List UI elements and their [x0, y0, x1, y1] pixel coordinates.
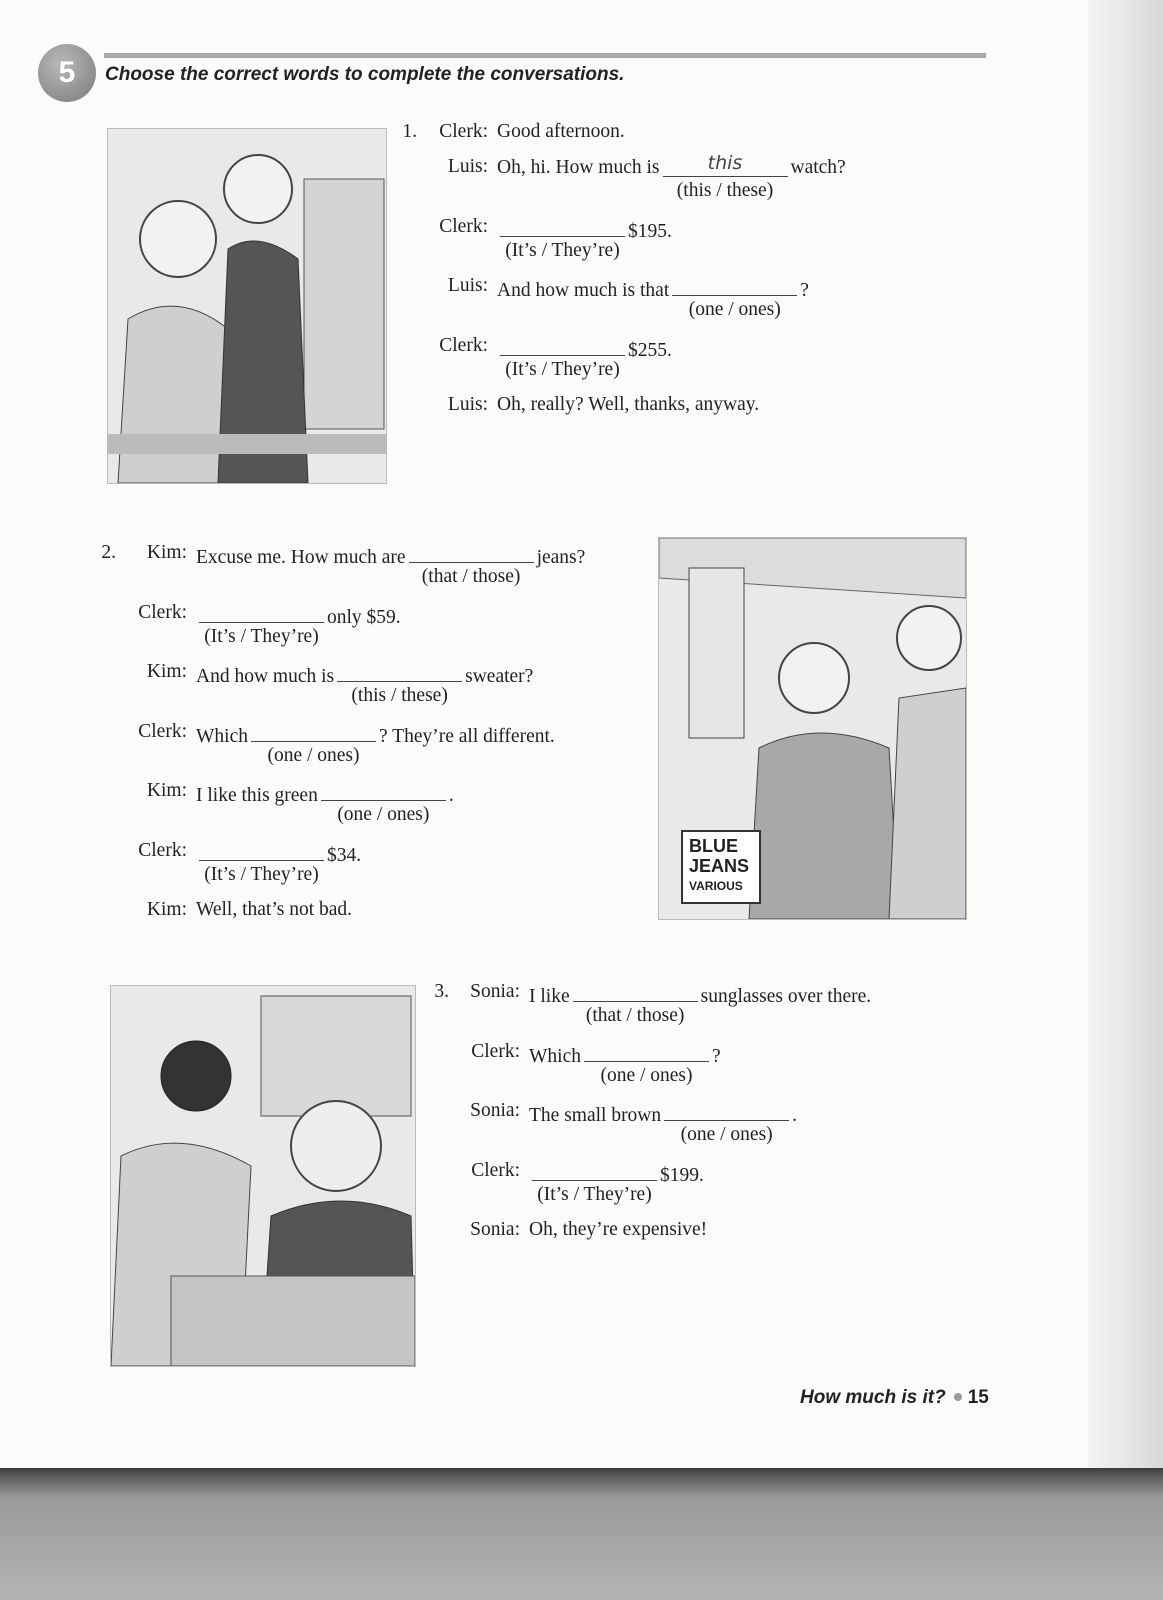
word-choice-hint: (that / those) — [421, 566, 521, 587]
speaker-label: Kim: — [146, 780, 187, 801]
word-choice-hint: (one / ones) — [688, 299, 781, 320]
dialogue-line — [146, 899, 585, 934]
answer-blank[interactable] — [199, 840, 324, 885]
dialogue-text: ? — [711, 1045, 721, 1067]
answer-blank[interactable] — [251, 721, 376, 766]
speaker-label: Clerk: — [471, 1159, 520, 1181]
conversation-number: 1. — [402, 121, 417, 142]
dialogue-text: Oh, they’re expensive! — [529, 1219, 708, 1240]
speaker-label: Luis: — [447, 156, 488, 177]
word-choice-hint: (It’s / They’re) — [505, 239, 620, 261]
answer-blank[interactable] — [321, 780, 446, 825]
answer-blank[interactable] — [663, 152, 788, 201]
answer-blank[interactable] — [672, 275, 797, 320]
dialogue-line — [434, 981, 872, 1041]
answer-blank[interactable] — [409, 542, 534, 587]
dialogue-line — [447, 394, 846, 429]
speaker-label: Clerk: — [471, 1040, 520, 1062]
scanner-background — [0, 1468, 1163, 1600]
answer-blank[interactable] — [664, 1100, 789, 1145]
speaker-label: Clerk: — [439, 121, 488, 142]
conversation-number: 3. — [434, 981, 449, 1002]
dialogue-text: I like — [529, 986, 570, 1007]
dialogue-text: I like this green — [196, 785, 318, 806]
word-choice-hint: (one / ones) — [680, 1124, 773, 1145]
sign-line: VARIOUS — [689, 879, 743, 893]
word-choice-hint: (this / these) — [351, 685, 448, 706]
dialogue-text: And how much is — [196, 666, 335, 687]
word-choice-hint: (It’s / They’re) — [204, 625, 319, 647]
conversation-2 — [101, 542, 586, 934]
answer-text[interactable]: this — [707, 152, 743, 174]
dialogue-text: $199. — [660, 1164, 704, 1186]
speaker-label: Sonia: — [470, 1219, 520, 1240]
header-rule — [104, 53, 986, 58]
speaker-label: Clerk: — [138, 720, 187, 742]
dialogue-text: only $59. — [327, 606, 401, 628]
dialogue-line — [101, 542, 586, 602]
conversation-1 — [402, 121, 846, 429]
dialogue-line — [439, 334, 846, 395]
dialogue-line — [471, 1040, 871, 1101]
page-number: 15 — [967, 1387, 989, 1408]
dialogue-text: sweater? — [465, 666, 534, 687]
speaker-label: Kim: — [146, 899, 187, 920]
word-choice-hint: (It’s / They’re) — [505, 358, 620, 380]
speaker-label: Sonia: — [470, 981, 520, 1002]
answer-blank[interactable] — [199, 602, 324, 647]
word-choice-hint: (that / those) — [585, 1005, 685, 1026]
dialogue-text: Which — [196, 725, 248, 747]
answer-blank[interactable] — [573, 981, 698, 1026]
illustration-clothing-store — [658, 537, 967, 920]
speaker-label: Clerk: — [439, 215, 488, 237]
dialogue-line — [439, 215, 846, 276]
dialogue-text: The small brown — [529, 1105, 662, 1126]
word-choice-hint: (one / ones) — [337, 804, 430, 825]
dialogue-text: ? They’re all different. — [378, 725, 555, 747]
word-choice-hint: (It’s / They’re) — [537, 1183, 652, 1205]
answer-blank[interactable] — [584, 1041, 709, 1086]
speaker-label: Clerk: — [138, 839, 187, 861]
speaker-label: Kim: — [146, 661, 187, 682]
exercise-instruction: Choose the correct words to complete the conversations. — [105, 64, 625, 85]
illustration-watch-shop — [107, 128, 387, 484]
dialogue-text: Oh, really? Well, thanks, anyway. — [497, 394, 760, 415]
dialogue-text: Oh, hi. How much is — [497, 157, 660, 178]
dialogue-text: sunglasses over there. — [700, 986, 872, 1007]
dialogue-text: . — [448, 785, 454, 806]
dialogue-line — [470, 1219, 871, 1254]
dialogue-text: jeans? — [536, 547, 586, 568]
word-choice-hint: (one / ones) — [267, 744, 360, 766]
word-choice-hint: (this / these) — [676, 180, 774, 201]
dialogue-text: watch? — [790, 157, 846, 178]
dialogue-line — [471, 1159, 871, 1220]
dialogue-text: ? — [800, 280, 809, 301]
dialogue-text: . — [792, 1105, 798, 1126]
sign-line: JEANS — [689, 856, 750, 876]
dialogue-line — [138, 601, 585, 662]
dialogue-line — [447, 152, 846, 216]
bullet-dot — [954, 1393, 962, 1401]
dialogue-text: Well, that’s not bad. — [196, 899, 353, 920]
word-choice-hint: (one / ones) — [600, 1064, 693, 1086]
dialogue-line — [402, 121, 846, 156]
word-choice-hint: (It’s / They’re) — [204, 863, 319, 885]
dialogue-text: Good afternoon. — [497, 121, 625, 142]
illustration-sunglasses-shop — [110, 985, 416, 1367]
page-footer — [800, 1387, 989, 1409]
speaker-label: Clerk: — [138, 601, 187, 623]
speaker-label: Sonia: — [470, 1100, 520, 1121]
speaker-label: Luis: — [447, 275, 488, 296]
unit-title: How much is it? — [800, 1387, 946, 1408]
dialogue-text: Which — [529, 1045, 581, 1067]
dialogue-line — [470, 1100, 871, 1160]
dialogue-text: $255. — [628, 339, 672, 361]
answer-blank[interactable] — [500, 216, 625, 261]
speaker-label: Kim: — [146, 542, 187, 563]
conversation-3 — [434, 981, 872, 1254]
answer-blank[interactable] — [532, 1160, 657, 1205]
dialogue-text: $34. — [327, 844, 362, 866]
page-edge-shadow — [1088, 0, 1163, 1480]
watch-shop-drawing — [108, 129, 386, 483]
speaker-label: Luis: — [447, 394, 488, 415]
sign-line: BLUE — [689, 836, 738, 856]
dialogue-text: Excuse me. How much are — [196, 547, 406, 568]
dialogue-line — [447, 275, 846, 335]
dialogue-line — [146, 780, 585, 840]
conversation-number: 2. — [101, 542, 116, 563]
speaker-label: Clerk: — [439, 334, 488, 356]
dialogue-text: And how much is that — [497, 280, 670, 301]
blue-jeans-sign — [681, 830, 761, 904]
sunglasses-shop-drawing — [111, 986, 415, 1366]
answer-blank[interactable] — [500, 335, 625, 380]
dialogue-line — [146, 661, 585, 721]
dialogue-line — [138, 720, 585, 781]
answer-blank[interactable] — [337, 661, 462, 706]
dialogue-text: $195. — [628, 220, 672, 242]
exercise-number-badge: 5 — [38, 44, 96, 102]
dialogue-line — [138, 839, 585, 900]
